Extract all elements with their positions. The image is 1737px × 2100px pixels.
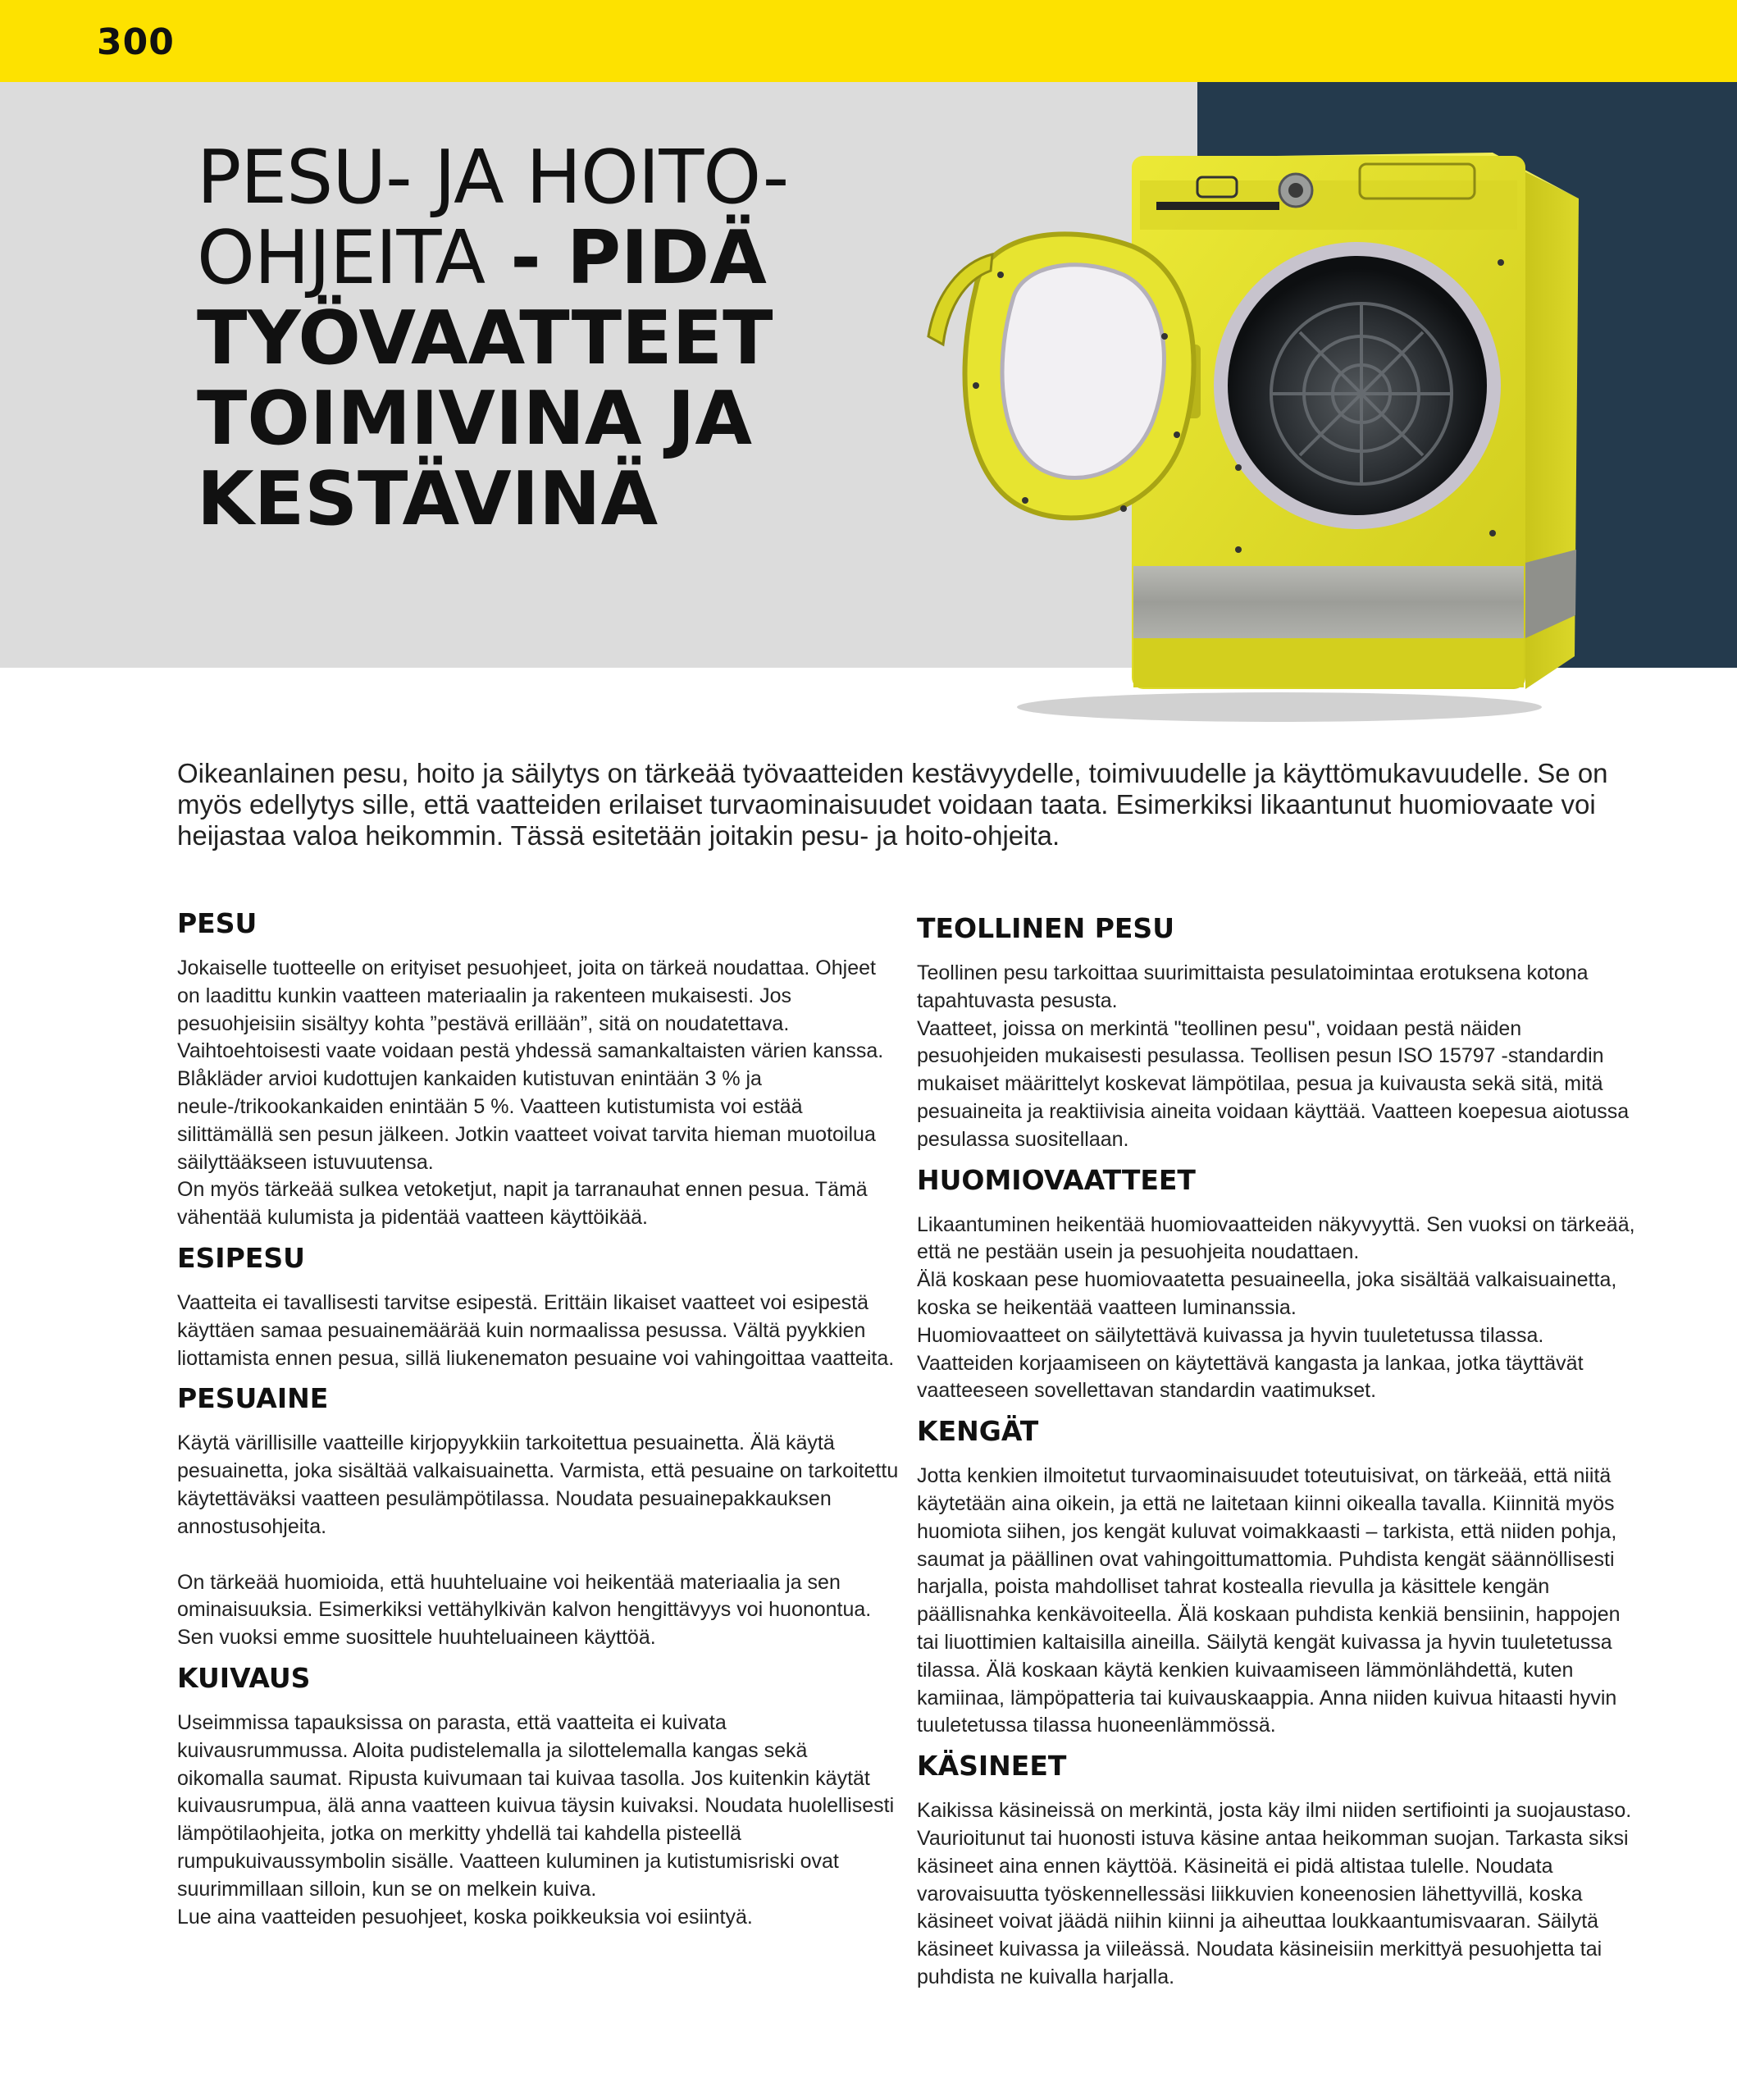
section-pesuaine [177, 1382, 899, 1652]
title-bold: PIDÄ TYÖVAATTEET TOIMIVINA JA KESTÄVINÄ [197, 215, 773, 542]
section-paragraph: Käytä värillisille vaatteille kirjopyykkiin tarkoitettua pesuainetta. Älä käytä pesuainetta, joka sisältää valkaisuainetta. Varmista, että pesuaine on tarkoitettu käytettäväksi vaatteen pesulämpötilassa. Noudata pesuainepakkauksen annostusohjeita. [177, 1431, 899, 1538]
section-paragraph: Vaatteet, joissa on merkintä "teollinen pesu", voidaan pestä näiden pesuohjeiden mukaisesti pesulassa. Teollisen pesun ISO 15797 -standardin mukaiset määrittelyt koskevat lämpötilaa, pesua ja kuivausta sekä sitä, mitä pesuaineita ja reaktiivisia aineita voidaan käyttää. Vaatteen koepesua aiotussa pesulassa suositellaan. [917, 1016, 1630, 1151]
title-thin: PESU- JA HOITO-OHJEITA [197, 135, 789, 301]
section-paragraph: Jotta kenkien ilmoitetut turvaominaisuudet toteutuisivat, on tärkeää, että niitä käytetään aina oikein, ja että ne laitetaan kiinni oikealla tavalla. Kiinnitä myös huomiota siihen, jos kengät kuluvat voimakkaasti – tarkista, että niiden pohja, saumat ja päällinen ovat vahingoittumattomia. Puhdista kengät säännöllisesti harjalla, poista mahdolliset tahrat kostealla rievulla ja käsittele kengän päällisnahka kenkävoiteella. Älä koskaan puhdista kenkiä bensiinin, happojen tai liuottimien kaltaisilla aineilla. Säilytä kengät kuivassa ja hyvin tuuletetussa tilassa. Älä koskaan käytä kenkien kuivaamiseen lämmönlähdettä, kuten kamiinaa, lämpöpatteria tai kuivauskaappia. Anna niiden kuivua hitaasti hyvin tuuletetussa tilassa huoneenlämmössä. [917, 1464, 1621, 1737]
section-heading: PESU [177, 907, 258, 939]
section-heading: KUIVAUS [177, 1661, 311, 1694]
page-title [197, 135, 820, 542]
section-paragraph: Likaantuminen heikentää huomiovaatteiden näkyvyyttä. Sen vuoksi on tärkeää, että ne pestään usein ja pesuohjeita noudattaen. [917, 1212, 1635, 1264]
section-paragraph: Jokaiselle tuotteelle on erityiset pesuohjeet, joita on tärkeä noudattaa. Ohjeet on laadittu kunkin vaatteen materiaalin ja rakenteen mukaisesti. Jos pesuohjeisiin sisältyy kohta ”pestävä erillään”, sitä on noudatettava. Vaihtoehtoisesti vaate voidaan pestä yhdessä samankaltaisten värien kanssa. Blåkläder arvioi kudottujen kankaiden kutistuvan enintään 3 % ja neule-/trikookankaiden enintään 5 %. Vaatteen kutistumista voi estää silittämällä sen pesun jälkeen. Jotkin vaatteet voivat tarvita hieman muotoilua säilyttääkseen istuvuutensa. [177, 956, 884, 1174]
section-paragraph: On tärkeää huomioida, että huuhteluaine voi heikentää materiaalia ja sen ominaisuuksia. Esimerkiksi vettähylkivän kalvon hengittävyys voi huonontua. Sen vuoksi emme suosittele huuhteluaineen käyttöä. [177, 1570, 872, 1650]
left-column [177, 907, 899, 1941]
section-paragraph: Lue aina vaatteiden pesuohjeet, koska poikkeuksia voi esiintyä. [177, 1905, 753, 1929]
tumble-dryer-image [853, 123, 1607, 730]
paragraph-gap [177, 1541, 899, 1569]
section-paragraph: Teollinen pesu tarkoittaa suurimittaista pesulatoimintaa erotuksena kotona tapahtuvasta pesusta. [917, 961, 1589, 1012]
section-heading: HUOMIOVAATTEET [917, 1163, 1196, 1196]
page-number: 300 [97, 21, 175, 63]
section-paragraph: Useimmissa tapauksissa on parasta, että vaatteita ei kuivata kuivausrummussa. Aloita pudistelemalla ja silottelemalla kangas sekä oikomalla saumat. Ripusta kuivumaan tai kuivaa tasolla. Jos kuitenkin käytät kuivausrumpua, älä anna vaatteen kuivua täysin kuivaksi. Noudata huolellisesti lämpötilaohjeita, jotka on merkitty yhdellä tai kahdella pisteellä rumpukuivaussymbolin sisälle. Vaatteen kuluminen ja kutistumisriski ovat suurimmillaan silloin, kun se on melkein kuiva. [177, 1710, 895, 1901]
section-paragraph: Älä koskaan pese huomiovaatetta pesuaineella, joka sisältää valkaisuainetta, koska se heikentää vaatteen luminanssia. [917, 1268, 1617, 1319]
top-banner [0, 0, 1737, 82]
section-esipesu [177, 1242, 899, 1372]
section-teollinen-pesu [917, 912, 1639, 1154]
intro-paragraph: Oikeanlainen pesu, hoito ja säilytys on tärkeää työvaatteiden kestävyydelle, toimivuudelle ja käyttömukavuudelle. Se on myös edellytys sille, että vaatteiden erilaiset turvaominaisuudet voidaan taata. Esimerkiksi likaantunut huomiovaate voi heijastaa valoa heikommin. Tässä esitetään joitakin pesu- ja hoito-ohjeita. [177, 758, 1608, 851]
section-heading: KÄSINEET [917, 1750, 1067, 1783]
section-pesu [177, 907, 899, 1232]
section-heading: KENGÄT [917, 1415, 1039, 1448]
section-kengat [917, 1415, 1639, 1740]
section-heading: ESIPESU [177, 1241, 305, 1274]
section-paragraph: Huomiovaatteet on säilytettävä kuivassa ja hyvin tuuletetussa tilassa. Vaatteiden korjaamiseen on käytettävä kangasta ja lankaa, jotka täyttävät vaatteeseen sovellettavan standardin vaatimukset. [917, 1323, 1584, 1403]
section-huomiovaatteet [917, 1164, 1639, 1406]
section-heading: TEOLLINEN PESU [917, 912, 1174, 944]
section-kuivaus [177, 1662, 899, 1931]
section-kasineet [917, 1750, 1639, 1992]
section-paragraph: Vaatteita ei tavallisesti tarvitse esipestä. Erittäin likaiset vaatteet voi esipestä käyttäen samaa pesuainemäärää kuin normaalissa pesussa. Vältä pyykkien liottamista ennen pesua, sillä liukenematon pesuaine voi vahingoittaa vaatteita. [177, 1290, 895, 1370]
right-column [917, 912, 1639, 2002]
title-separator: - [485, 215, 568, 301]
section-paragraph: Kaikissa käsineissä on merkintä, josta käy ilmi niiden sertifiointi ja suojaustaso. Vaurioitunut tai huonosti istuva käsine antaa heikomman suojan. Tarkasta siksi käsineet aina ennen käyttöä. Käsineitä ei pidä altistaa tulelle. Noudata varovaisuutta työskennellessäsi liikkuvien koneenosien lähettyvillä, koska käsineet voivat jäädä niihin kiinni ja aiheuttaa loukkaantumisvaaran. Säilytä käsineet kuivassa ja viileässä. Noudata käsineisiin merkittyä pesuohjetta tai puhdista ne kuivalla harjalla. [917, 1799, 1632, 1988]
section-heading: PESUAINE [177, 1382, 329, 1415]
section-paragraph: On myös tärkeää sulkea vetoketjut, napit ja tarranauhat ennen pesua. Tämä vähentää kulumista ja pidentää vaatteen käyttöikää. [177, 1178, 868, 1230]
